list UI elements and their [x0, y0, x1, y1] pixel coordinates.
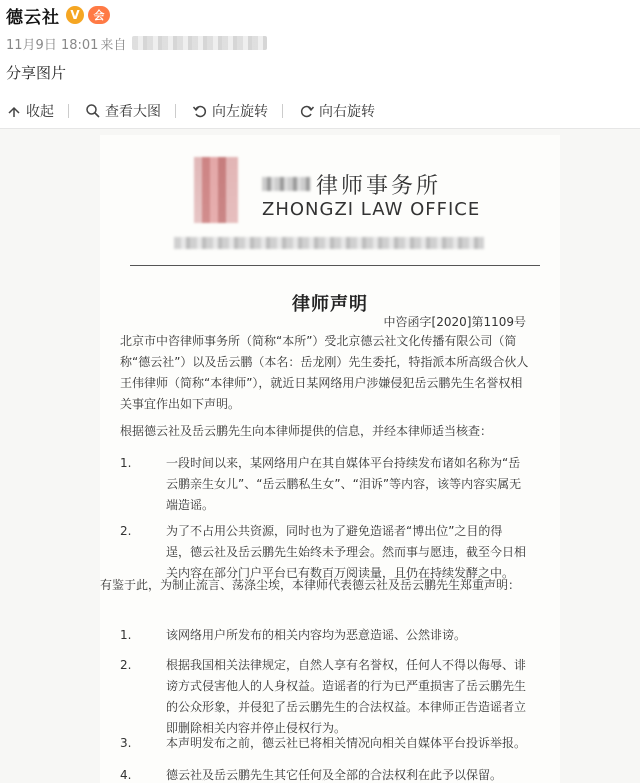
post-meta	[6, 30, 634, 56]
firm-name-cn: 律师事务所	[316, 174, 442, 199]
firm-address-blurred	[174, 237, 484, 249]
rotate-right-button[interactable]	[299, 99, 375, 123]
statement-number: 4.	[120, 768, 132, 782]
statement-text: 本声明发布之前，德云社已将相关情况向相关自媒体平台投诉举报。	[166, 736, 527, 750]
view-large-label: 查看大图	[105, 104, 161, 120]
magnifier-icon	[85, 103, 101, 119]
intro-paragraph: 北京市中咨律师事务所（简称“本所”）受北京德云社文化传播有限公司（简称“德云社”）以及岳云鹏（本名：岳龙刚）先生委托，特指派本所高级合伙人王伟律师（简称“本律师”），就近日某网络用户涉嫌侵犯岳云鹏先生名誉权相关事宜作出如下声明。	[120, 334, 529, 411]
rotate-left-button[interactable]	[192, 99, 268, 123]
author-row	[6, 2, 634, 28]
image-toolbar	[0, 94, 640, 128]
statement-text: 德云社及岳云鹏先生其它任何及全部的合法权利在此予以保留。	[166, 768, 503, 782]
shared-image[interactable]	[0, 128, 640, 783]
collapse-label: 收起	[26, 104, 54, 120]
fact-text: 一段时间以来，某网络用户在其自媒体平台持续发布诸如名称为“岳云鹏亲生女儿”、“岳云鹏私生女”、“泪诉”等内容，该等内容实属无端造谣。	[166, 456, 522, 512]
post-time[interactable]: 11月9日 18:01	[6, 37, 99, 53]
statement-text: 该网络用户所发布的相关内容均为恶意造谣、公然诽谤。	[166, 628, 467, 642]
fact-number: 1.	[120, 456, 132, 470]
verified-badge-icon: V	[66, 6, 84, 24]
view-large-button[interactable]	[85, 99, 161, 123]
rotate-left-icon	[192, 103, 208, 119]
post-text: 分享图片	[6, 64, 67, 82]
statement-text: 根据我国相关法律规定，自然人享有名誉权，任何人不得以侮辱、诽谤方式侵害他人的人身权益。造谣者的行为已严重损害了岳云鹏先生的公众形象，并侵犯了岳云鹏先生的合法权益。本律师正告造谣者立即删除相关内容并停止侵权行为。	[166, 658, 527, 735]
document-reference-number: 中咨函字[2020]第1109号	[383, 315, 526, 329]
rotate-left-label: 向左旋转	[212, 104, 268, 120]
blurred-source	[132, 36, 267, 50]
collapse-button[interactable]	[6, 99, 54, 123]
toolbar-divider	[68, 104, 69, 118]
rotate-right-icon	[299, 103, 315, 119]
author-name[interactable]: 德云社	[6, 7, 60, 28]
fact-number: 2.	[120, 524, 132, 538]
legal-statement-document	[100, 135, 560, 783]
firm-name-en: ZHONGZI LAW OFFICE	[262, 199, 481, 220]
weibo-post-header	[6, 2, 634, 88]
firm-logo-blurred	[194, 157, 238, 223]
document-title: 律师声明	[292, 294, 368, 315]
member-badge-icon[interactable]: 会	[88, 6, 110, 24]
collapse-icon	[6, 103, 22, 119]
letterhead-rule	[130, 265, 540, 266]
toolbar-divider	[282, 104, 283, 118]
firm-name-blurred	[262, 177, 310, 191]
statement-number: 3.	[120, 736, 132, 750]
post-source-label: 来自	[100, 37, 127, 53]
statement-number: 1.	[120, 628, 132, 642]
toolbar-divider	[175, 104, 176, 118]
fact-text: 为了不占用公共资源，同时也为了避免造谣者“博出位”之目的得逞，德云社及岳云鹏先生始终未予理会。然而事与愿违，截至今日相关内容在部分门户平台已有数百万阅读量，且仍在持续发酵之中。	[166, 524, 527, 580]
rotate-right-label: 向右旋转	[319, 104, 375, 120]
statement-intro: 有鉴于此，为制止流言、荡涤尘埃，本律师代表德云社及岳云鹏先生郑重声明：	[100, 578, 521, 592]
basis-paragraph: 根据德云社及岳云鹏先生向本律师提供的信息，并经本律师适当核查：	[120, 424, 493, 438]
statement-number: 2.	[120, 658, 132, 672]
